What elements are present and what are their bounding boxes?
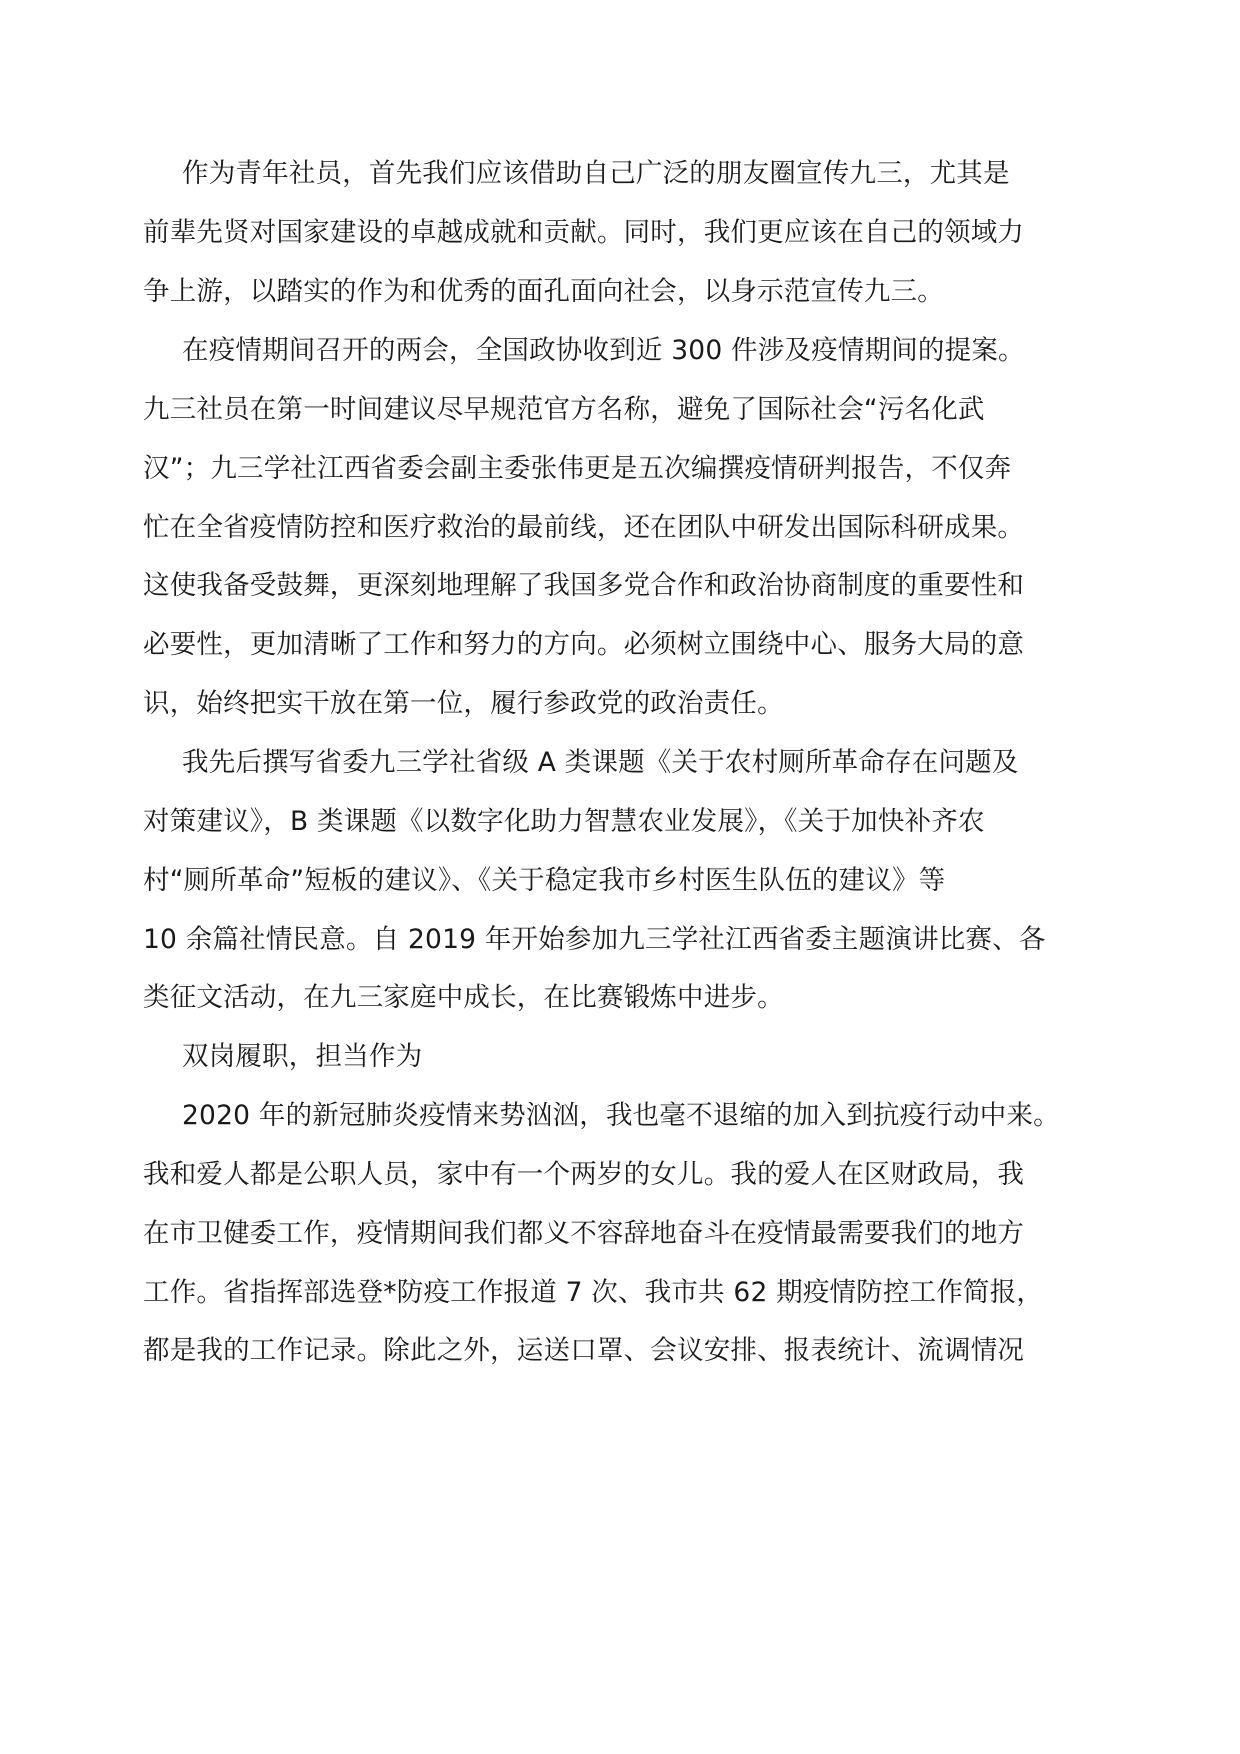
paragraph-4-line-1: 2020 年的新冠肺炎疫情来势汹汹，我也毫不退缩的加入到抗疫行动中来。 — [182, 1100, 1060, 1131]
paragraph-3-line-5: 类征文活动，在九三家庭中成长，在比赛锻炼中进步。 — [143, 982, 784, 1013]
paragraph-4-line-5: 都是我的工作记录。除此之外，运送口罩、会议安排、报表统计、流调情况 — [143, 1335, 1025, 1366]
paragraph-3-line-2: 对策建议》，B 类课题《以数字化助力智慧农业发展》，《关于加快补齐农 — [143, 806, 985, 837]
paragraph-1-line-3: 争上游，以踏实的作为和优秀的面孔面向社会，以身示范宣传九三。 — [143, 276, 944, 307]
paragraph-2-line-2: 九三社员在第一时间建议尽早规范官方名称，避免了国际社会“污名化武 — [143, 394, 985, 425]
section-heading: 双岗履职，担当作为 — [182, 1041, 423, 1072]
paragraph-3-line-3: 村“厕所革命”短板的建议》、《关于稳定我市乡村医生队伍的建议》等 — [143, 865, 946, 896]
paragraph-1-line-2: 前辈先贤对国家建设的卓越成就和贡献。同时，我们更应该在自己的领域力 — [143, 217, 1025, 248]
paragraph-4-line-2: 我和爱人都是公职人员，家中有一个两岁的女儿。我的爱人在区财政局，我 — [143, 1159, 1025, 1190]
paragraph-3-line-4: 10 余篇社情民意。自 2019 年开始参加九三学社江西省委主题演讲比赛、各 — [143, 924, 1046, 955]
paragraph-2-line-6: 必要性，更加清晰了工作和努力的方向。必须树立围绕中心、服务大局的意 — [143, 629, 1025, 660]
paragraph-2-line-5: 这使我备受鼓舞，更深刻地理解了我国多党合作和政治协商制度的重要性和 — [143, 570, 1025, 601]
paragraph-4-line-3: 在市卫健委工作，疫情期间我们都义不容辞地奋斗在疫情最需要我们的地方 — [143, 1218, 1025, 1249]
paragraph-4-line-4: 工作。省指挥部选登*防疫工作报道 7 次、我市共 62 期疫情防控工作简报， — [143, 1277, 1044, 1308]
paragraph-2-line-4: 忙在全省疫情防控和医疗救治的最前线，还在团队中研发出国际科研成果。 — [143, 512, 1025, 543]
paragraph-3-line-1: 我先后撰写省委九三学社省级 A 类课题《关于农村厕所革命存在问题及 — [182, 747, 1019, 778]
paragraph-2-line-1: 在疫情期间召开的两会，全国政协收到近 300 件涉及疫情期间的提案。 — [182, 335, 1025, 366]
paragraph-1-line-1: 作为青年社员，首先我们应该借助自己广泛的朋友圈宣传九三，尤其是 — [182, 158, 1010, 189]
paragraph-2-line-3: 汉”；九三学社江西省委会副主委张伟更是五次编撰疫情研判报告，不仅奔 — [143, 453, 1012, 484]
paragraph-2-line-7: 识，始终把实干放在第一位，履行参政党的政治责任。 — [143, 688, 784, 719]
